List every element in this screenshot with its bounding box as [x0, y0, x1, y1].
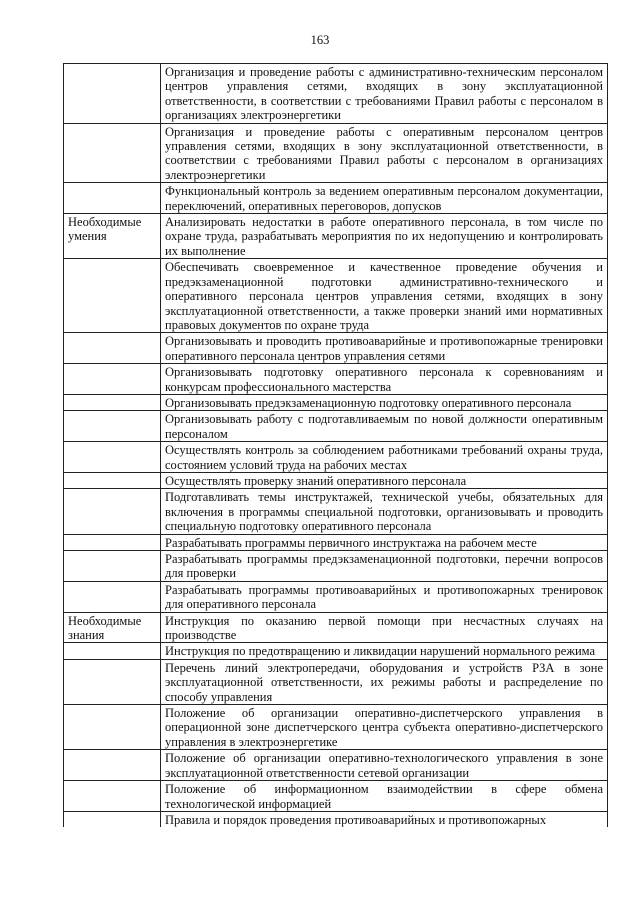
table-row [64, 472, 608, 488]
section-label-continuation [64, 411, 161, 442]
table-row [64, 123, 608, 183]
table-row [64, 612, 608, 643]
section-label-continuation [64, 534, 161, 550]
requirement-item: Инструкция по предотвращению и ликвидации нарушений нормального режима [161, 643, 608, 659]
competency-table [63, 63, 608, 827]
requirement-item: Анализировать недостатки в работе оперативного персонала, в том числе по охране труда, разрабатывать мероприятия по их недопущению и контролировать их выполнение [161, 214, 608, 259]
section-label [64, 64, 161, 124]
section-label-continuation [64, 705, 161, 750]
table-row [64, 551, 608, 582]
requirement-item: Организация и проведение работы с оперативным персоналом центров управления сетями, входящих в зону эксплуатационной ответственности, в соответствии с требованиями Правил работы с персоналом в организациях электроэнергетики [161, 123, 608, 183]
table-row [64, 259, 608, 333]
table-row [64, 411, 608, 442]
section-label-continuation [64, 811, 161, 827]
section-label-continuation [64, 333, 161, 364]
table-row [64, 394, 608, 410]
requirement-item: Осуществлять проверку знаний оперативного персонала [161, 472, 608, 488]
section-label-continuation [64, 781, 161, 812]
requirement-item: Перечень линий электропередачи, оборудования и устройств РЗА в зоне эксплуатационной ответственности, их режимы работы и распределение по способу управления [161, 659, 608, 704]
table-row [64, 489, 608, 534]
table-row [64, 364, 608, 395]
requirement-item: Положение об информационном взаимодействии в сфере обмена технологической информацией [161, 781, 608, 812]
table-row [64, 442, 608, 473]
table-row [64, 64, 608, 124]
section-label-continuation [64, 643, 161, 659]
table-row [64, 214, 608, 259]
requirement-item: Осуществлять контроль за соблюдением работниками требований охраны труда, состоянием условий труда на рабочих местах [161, 442, 608, 473]
requirement-item: Функциональный контроль за ведением оперативным персоналом документации, переключений, оперативных переговоров, допусков [161, 183, 608, 214]
requirement-item: Обеспечивать своевременное и качественное проведение обучения и предэкзаменационной подготовки административно-технического и оперативного персонала центров управления сетями, входящих в зону эксплуатационной ответственности, а также проверки знаний ими нормативных правовых документов по охране труда [161, 259, 608, 333]
requirement-item: Инструкция по оказанию первой помощи при несчастных случаях на производстве [161, 612, 608, 643]
requirement-item: Положение об организации оперативно-диспетчерского управления в операционной зоне диспетчерского центра субъекта оперативно-диспетчерского управления в электроэнергетике [161, 705, 608, 750]
requirement-item: Положение об организации оперативно-технологического управления в зоне эксплуатационной ответственности сетевой организации [161, 750, 608, 781]
requirement-item: Подготавливать темы инструктажей, технической учебы, обязательных для включения в программы специальной подготовки, организовывать и проводить специальную подготовку оперативного персонала [161, 489, 608, 534]
requirement-item: Организовывать и проводить противоаварийные и противопожарные тренировки оперативного персонала центров управления сетями [161, 333, 608, 364]
requirement-item: Разрабатывать программы первичного инструктажа на рабочем месте [161, 534, 608, 550]
section-label-continuation [64, 364, 161, 395]
requirement-item: Организация и проведение работы с административно-техническим персоналом центров управления сетями, входящих в зону эксплуатационной ответственности, в соответствии с требованиями Правил работы с персоналом в организациях электроэнергетики [161, 64, 608, 124]
section-label: Необходимые умения [64, 214, 161, 259]
table-row [64, 333, 608, 364]
table-row [64, 643, 608, 659]
section-label-continuation [64, 750, 161, 781]
requirement-item: Организовывать предэкзаменационную подготовку оперативного персонала [161, 394, 608, 410]
table-row [64, 659, 608, 704]
requirement-item: Правила и порядок проведения противоаварийных и противопожарных [161, 811, 608, 827]
section-label-continuation [64, 183, 161, 214]
section-label-continuation [64, 581, 161, 612]
requirement-item: Разрабатывать программы предэкзаменационной подготовки, перечни вопросов для проверки [161, 551, 608, 582]
section-label: Необходимые знания [64, 612, 161, 643]
table-row [64, 811, 608, 827]
section-label-continuation [64, 659, 161, 704]
section-label-continuation [64, 472, 161, 488]
section-label-continuation [64, 551, 161, 582]
section-label-continuation [64, 442, 161, 473]
page-number: 163 [310, 33, 330, 47]
section-label-continuation [64, 394, 161, 410]
table-row [64, 750, 608, 781]
requirement-item: Организовывать работу с подготавливаемым по новой должности оперативным персоналом [161, 411, 608, 442]
table-row [64, 781, 608, 812]
section-label-continuation [64, 259, 161, 333]
table-row [64, 581, 608, 612]
table-row [64, 183, 608, 214]
table-row [64, 534, 608, 550]
table-row [64, 705, 608, 750]
requirement-item: Разрабатывать программы противоаварийных и противопожарных тренировок для оперативного персонала [161, 581, 608, 612]
section-label-continuation [64, 123, 161, 183]
section-label-continuation [64, 489, 161, 534]
requirement-item: Организовывать подготовку оперативного персонала к соревнованиям и конкурсам профессионального мастерства [161, 364, 608, 395]
